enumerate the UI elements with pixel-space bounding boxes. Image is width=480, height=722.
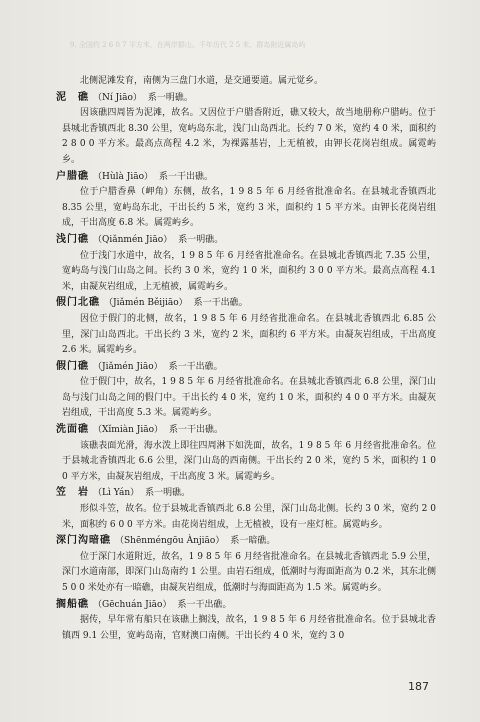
entry-pinyin: （Qiǎnmén Jiāo） [93, 234, 173, 245]
entry-pinyin: （Xǐmiàn Jiāo） [93, 425, 163, 436]
entry-paragraph: 位于深门水道附近，故名，1 9 8 5 年 6 月经省批准命名。在县城北香镇西北 5.9 公里，深门水道南部，即深门山岛南约 1 公里。由岩石组成，低潮时与海面距高为 0.2 米，其东北侧 5 0 0 米处亦有一暗礁，由凝灰岩组成，低潮时与海面距高为 1.5 米。属霓屿乡。 [62, 551, 436, 593]
entry-name: 深门沟暗礁 [56, 535, 111, 547]
entry-pinyin: （Shēnméngōu Ànjiāo） [115, 536, 225, 547]
entry-type: 系一干出礁。 [159, 171, 214, 182]
entry-name: 笠 岩 [56, 487, 89, 499]
entry-paragraph: 形似斗笠，故名。位于县城北香镇西北 6.8 公里，深门山岛北侧。长约 3 0 米，宽约 2 0 米，面积约 6 0 0 平方米。由花岗岩组成，上无植被，设有一座灯桩。属霓屿乡。 [62, 504, 436, 530]
entry-name: 洗面礁 [56, 424, 89, 436]
page-number: 187 [408, 680, 429, 693]
entry-heading [56, 295, 436, 312]
entry-paragraph: 因位于假门的北侧，故名，1 9 8 5 年 6 月经省批准命名。在县城北香镇西北 6.85 公里，深门山岛西北。干出长约 3 米，宽约 2 米，面积约 6 平方米。由凝灰岩组成，干出高度 2.6 米。属霓屿乡。 [62, 313, 436, 356]
bleed-through-text: 9. 全国约 2 6 0 7 平方米，在两岸群山。千年历代 2 5 米，群岛附近属岛屿 [70, 41, 306, 49]
intro-paragraph: 北侧泥滩发育，南侧为三盘门水道，是交通要道。属元觉乡。 [80, 76, 324, 86]
entry-type: 系一干出礁。 [193, 298, 248, 309]
entry-jiamen-beijiao [56, 295, 436, 358]
entry-type: 系一明礁。 [147, 92, 193, 103]
entry-name: 假门礁 [56, 360, 89, 372]
entry-name: 浅门礁 [56, 233, 89, 245]
entry-heading [56, 422, 436, 439]
entry-ximian-jiao [56, 422, 436, 485]
entry-type: 系一干出礁。 [177, 599, 232, 610]
page-content [56, 74, 436, 644]
entry-paragraph: 位于浅门水道中，故名，1 9 8 5 年 6 月经省批准命名。在县城北香镇西北 7.35 公里，宽屿岛与浅门山岛之间。长约 3 0 米，宽约 1 0 米，面积约 3 0 0 平方米。最高点高程 4.1 米，由凝灰岩组成，上无植被，属霓屿乡。 [62, 250, 436, 292]
entry-paragraph: 位于户腊香鼻（岬角）东侧，故名，1 9 8 5 年 6 月经省批准命名。在县城北香镇西北 8.35 公里，宽屿岛东北，干出长约 5 米，宽约 3 米，面积约 1 5 平方米。由钾长花岗岩组成，干出高度 6.8 米。属霓屿乡。 [62, 187, 436, 229]
entry-pinyin: （Lì Yán） [93, 488, 140, 499]
entry-heading [56, 359, 436, 376]
entry-paragraph: 位于假门中，故名，1 9 8 5 年 6 月经省批准命名。在县城北香镇西北 6.8 公里，深门山岛与浅门山岛之间的假门中。干出长约 4 0 米，宽约 1 0 米，面积约 4 0 0 平方米。由凝灰岩组成，干出高度 5.3 米。属霓屿乡。 [62, 377, 436, 419]
entry-type: 系一干出礁。 [169, 425, 224, 436]
entry-ni-jiao [56, 90, 436, 169]
entry-pinyin: （Jiǎmén Běijiāo） [104, 298, 188, 309]
entry-qianmen-jiao [56, 232, 436, 295]
entry-name: 搁船礁 [56, 598, 89, 610]
entry-type: 系一干出礁。 [168, 361, 223, 372]
entry-name: 假门北礁 [56, 297, 100, 309]
entry-gechuan-jiao [56, 597, 436, 645]
entry-jiamen-jiao [56, 359, 436, 422]
entry-pinyin: （Jiǎmén Jiāo） [93, 361, 163, 372]
entry-pinyin: （Gēchuán Jiāo） [93, 599, 172, 610]
entry-type: 系一明礁。 [145, 488, 191, 499]
entry-type: 系一明礁。 [178, 234, 224, 245]
entry-paragraph: 该礁表面光滑，海水泼上即往四周淋下如洗面，故名，1 9 8 5 年 6 月经省批准命名。位于县城北香镇西北 6.6 公里，深门山岛的西南侧。干出长约 2 0 米，宽约 5 米，面积约 1 0 0 平方米，由凝灰岩组成，干出高度 3 米。属霓屿乡。 [62, 440, 436, 482]
entry-heading [56, 90, 436, 107]
entry-paragraph: 因该礁四周皆为泥滩，故名。又因位于户腊香附近，礁又较大，故当地册称户腊屿。位于县城北香镇西北 8.30 公里，宽屿岛东北，浅门山岛西北。长约 7 0 米，宽约 4 0 米，面积约 2 8 0 0 平方米。最高点高程 4.2 米，为裸露基岩，上无植被，由钾长花岗岩组成。属霓屿乡。 [62, 108, 436, 165]
entry-name: 户腊礁 [56, 170, 89, 182]
entry-name: 泥 礁 [56, 91, 89, 103]
entry-paragraph: 据传，早年常有船只在该礁上搁浅，故名，1 9 8 5 年 6 月经省批准命名。位于县城北香镇西 9.1 公里，宽屿岛南，官财澳口南侧。干出长约 4 0 米，宽约 3 0 [62, 615, 436, 641]
entry-heading [56, 232, 436, 249]
entry-heading [56, 533, 436, 550]
entry-shenmengou-anjiao [56, 533, 436, 596]
entry-heading [56, 597, 436, 614]
entry-heading [56, 169, 436, 186]
entry-li-yan [56, 485, 436, 533]
entry-type: 系一暗礁。 [230, 536, 276, 547]
entry-pinyin: （Ní Jiāo） [93, 92, 142, 103]
entry-hula-jiao [56, 169, 436, 232]
entry-pinyin: （Hùlà Jiāo） [93, 171, 154, 182]
entry-heading [56, 485, 436, 502]
